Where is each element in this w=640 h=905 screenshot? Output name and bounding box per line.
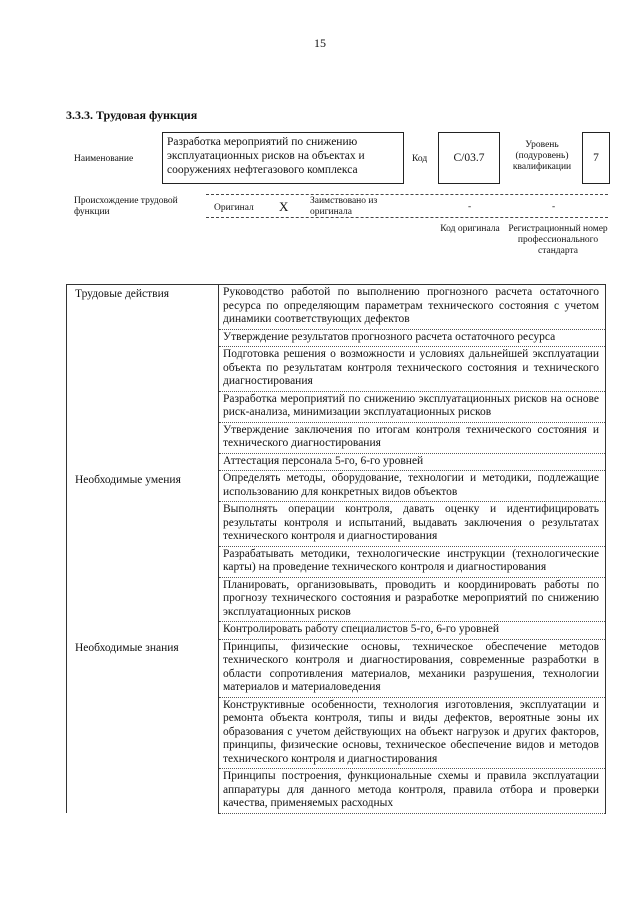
list-item: Контролировать работу специалистов 5-го, 6-го уровней [219, 622, 606, 640]
function-table [66, 284, 606, 814]
list-item: Утверждение результатов прогнозного расчета остаточного ресурса [219, 329, 606, 347]
list-item: Принципы построения, функциональные схемы и правила эксплуатации аппаратуры для данного метода контроля, правила отбора и проверки качества, применяемых расходных [219, 769, 606, 814]
list-item: Конструктивные особенности, технология изготовления, эксплуатации и ремонта объекта контроля, типы и виды дефектов, вероятные зоны их образования с учетом действующих на объект нагрузок и других факторов, принципы, физические основы, техническое обеспечение видов и методов технического контроля и диагностирования [219, 697, 606, 769]
reg-number-caption: Регистрационный номер профессионального стандарта [508, 224, 608, 256]
borrowed-label: Заимствовано из оригинала [310, 196, 378, 217]
list-item: Выполнять операции контроля, давать оценку и идентифицировать результаты контроля и испытаний, выдавать заключения о результатах технического контроля и диагностирования [219, 502, 606, 547]
list-item: Аттестация персонала 5-го, 6-го уровней [219, 453, 606, 471]
level-label: Уровень (подуровень) квалификации [512, 140, 572, 172]
code-label: Код [412, 154, 428, 164]
table-row [67, 471, 606, 502]
level-box [582, 132, 610, 184]
original-label: Оригинал [214, 203, 254, 213]
name-box [162, 132, 404, 184]
table-row [67, 639, 606, 697]
list-item: Принципы, физические основы, техническое обеспечение методов технического контроля и диагностирования, современные разработки в области сопротивления материалов, механики разрушения, технологии материалов и материаловедения [219, 639, 606, 697]
page-number: 15 [314, 36, 326, 50]
code-value: С/03.7 [453, 152, 485, 164]
list-item: Планировать, организовывать, проводить и координировать работы по прогнозу технического состояния и разработке мероприятий по снижению эксплуатационных рисков [219, 577, 606, 622]
list-item: Определять методы, оборудование, технологии и методики, подлежащие использованию для конкретных видов объектов [219, 471, 606, 502]
origin-dash-2: - [552, 202, 556, 212]
list-item: Разработка мероприятий по снижению эксплуатационных рисков на основе риск-анализа, минимизации эксплуатационных рисков [219, 391, 606, 422]
list-item: Утверждение заключения по итогам контроля технического состояния и технического диагностирования [219, 422, 606, 453]
section-label-skills: Необходимые умения [67, 471, 219, 640]
code-box [438, 132, 500, 184]
section-label-actions: Трудовые действия [67, 285, 219, 471]
table-row [67, 285, 606, 330]
section-title: 3.3.3. Трудовая функция [66, 108, 198, 122]
origin-label: Происхождение трудовой функции [74, 196, 178, 217]
list-item: Разрабатывать методики, технологические инструкции (технологические карты) на проведение технического контроля и диагностирования [219, 546, 606, 577]
name-value: Разработка мероприятий по снижению эксплуатационных рисков на объектах и сооружениях нефтегазового комплекса [167, 136, 365, 176]
origin-box [206, 194, 608, 218]
original-mark: X [279, 199, 289, 214]
name-label: Наименование [74, 154, 134, 164]
section-label-knowledge: Необходимые знания [67, 639, 219, 813]
origin-dash-1: - [468, 202, 472, 212]
code-original-caption: Код оригинала [440, 224, 500, 234]
level-value: 7 [593, 152, 599, 164]
list-item: Руководство работой по выполнению прогнозного расчета остаточного ресурса по определяющим параметрам технического состояния с учетом динамики соответствующих дефектов [219, 285, 606, 330]
list-item: Подготовка решения о возможности и условиях дальнейшей эксплуатации объекта по результатам контроля технического состояния и технического диагностирования [219, 347, 606, 392]
